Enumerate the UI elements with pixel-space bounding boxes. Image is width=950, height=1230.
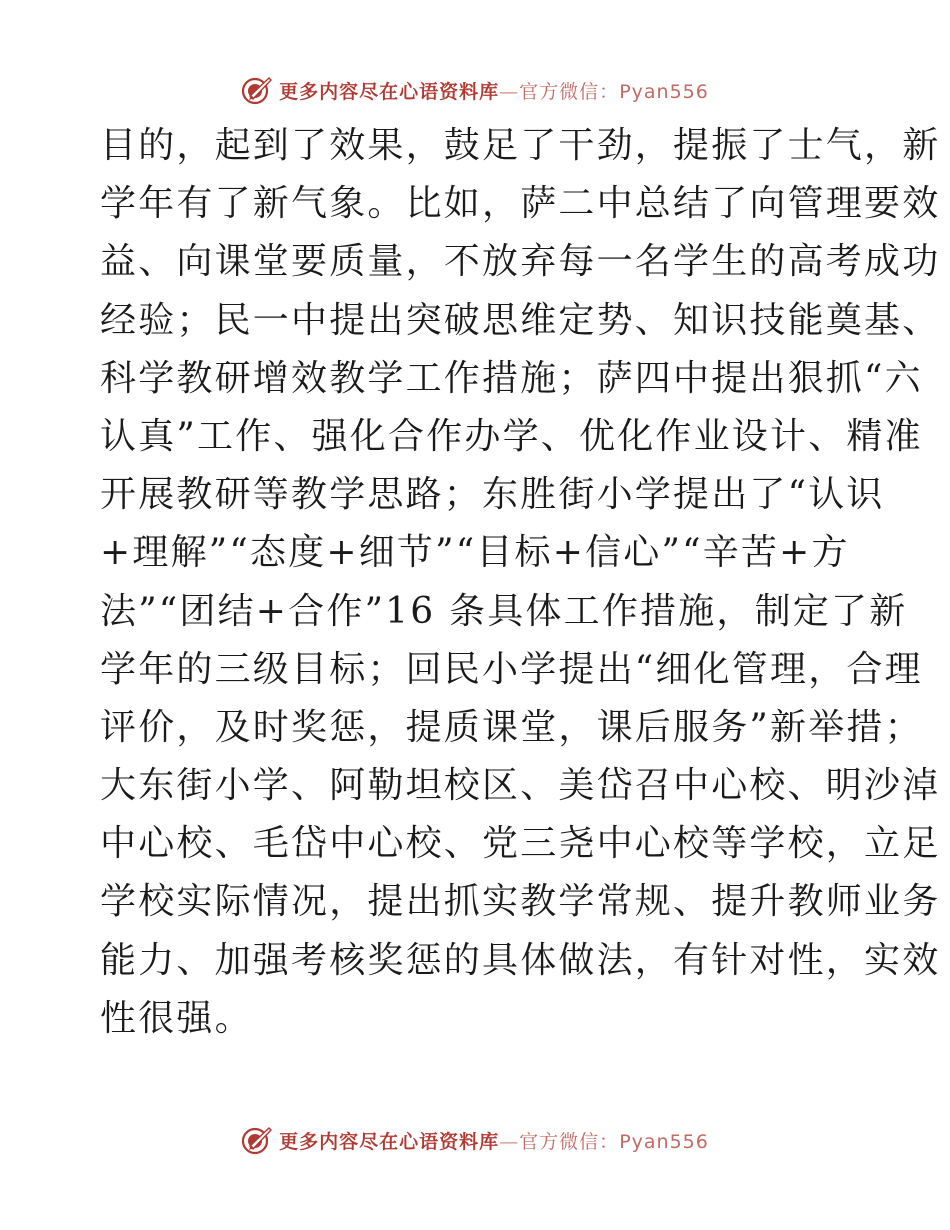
text-line: 益、向课堂要质量，不放弃每一名学生的高考成功: [100, 241, 941, 283]
banner-wechat-id: Pyan556: [619, 80, 709, 103]
banner-dash: —: [499, 80, 520, 103]
banner-wechat-id: Pyan556: [619, 1130, 709, 1153]
text-line: 大东街小学、阿勒坦校区、美岱召中心校、明沙淖: [100, 765, 941, 807]
banner-wechat-label: 官方微信：: [519, 1130, 620, 1153]
banner-dash: —: [499, 1130, 520, 1153]
text-line: 能力、加强考核奖惩的具体做法，有针对性，实效: [100, 939, 941, 981]
header-banner: [0, 70, 950, 110]
text-line: 学年有了新气象。比如，萨二中总结了向管理要效: [100, 183, 941, 225]
banner-main-text: 更多内容尽在心语资料库: [279, 80, 500, 103]
header-banner-content: [241, 74, 709, 106]
footer-banner: [0, 1120, 950, 1160]
text-line: 经验；民一中提出突破思维定势、知识技能奠基、: [100, 299, 941, 341]
banner-main-text: 更多内容尽在心语资料库: [279, 1130, 500, 1153]
pen-logo-icon: [241, 1124, 273, 1156]
text-line: 中心校、毛岱中心校、党三尧中心校等学校，立足: [100, 823, 941, 865]
text-line: 科学教研增效教学工作措施；萨四中提出狠抓“六: [100, 357, 923, 399]
text-line: 目的，起到了效果，鼓足了干劲，提振了士气，新: [100, 125, 941, 166]
text-line: 评价，及时奖惩，提质课堂，课后服务”新举措；: [100, 706, 923, 748]
text-line: 学年的三级目标；回民小学提出“细化管理，合理: [100, 648, 923, 690]
text-line: 性很强。: [100, 997, 253, 1039]
text-line: 认真”工作、强化合作办学、优化作业设计、精准: [100, 415, 923, 457]
text-line: 开展教研等教学思路；东胜街小学提出了“认识: [100, 474, 885, 516]
header-banner-text: [279, 77, 709, 104]
document-body: [100, 117, 941, 1048]
text-line: +理解”“态度+细节”“目标+信心”“辛苦+方: [100, 532, 850, 574]
pen-logo-icon: [241, 74, 273, 106]
text-line: 学校实际情况，提出抓实教学常规、提升教师业务: [100, 881, 941, 923]
banner-wechat-label: 官方微信：: [519, 80, 620, 103]
footer-banner-content: [241, 1124, 709, 1156]
footer-banner-text: [279, 1127, 709, 1154]
text-line: 法”“团结+合作”16 条具体工作措施，制定了新: [100, 590, 908, 632]
